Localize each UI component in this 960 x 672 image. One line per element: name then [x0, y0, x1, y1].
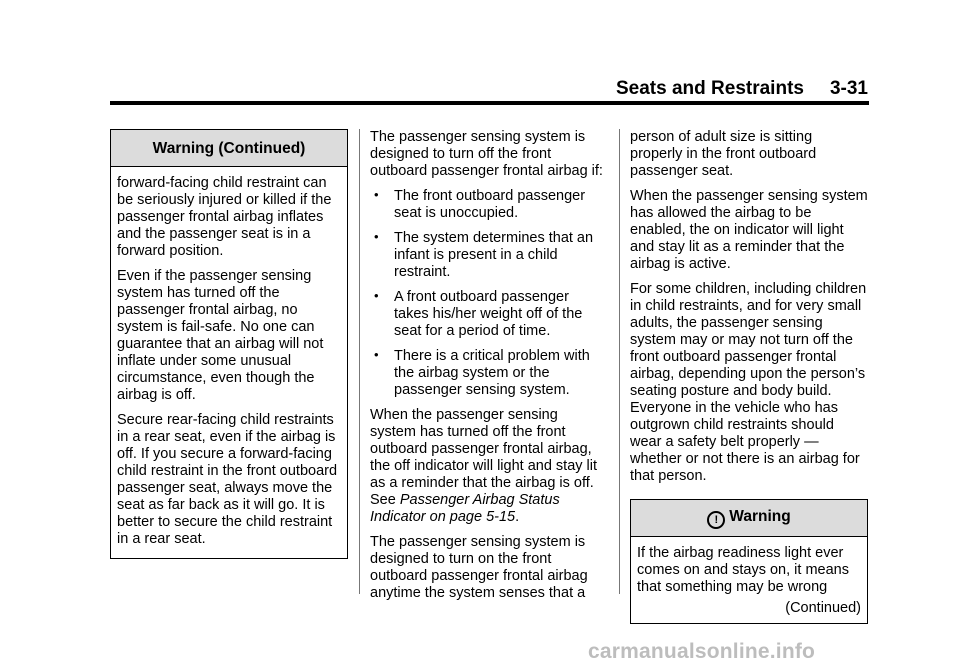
- paragraph: Even if the passenger sensing system has turned off the passenger frontal airbag, no system is fail-safe. No one can guarantee that an airbag will not inflate under some unusual circumstance, even though the airbag is off.: [117, 268, 324, 403]
- list-item: • A front outboard passenger takes his/her weight off of the seat for a period of time.: [374, 288, 583, 339]
- warning-title: Warning (Continued): [111, 130, 347, 167]
- page-header: [0, 78, 868, 100]
- paragraph: For some children, including children in child restraints, and for very small adults, the passenger sensing system may or may not turn off the front outboard passenger frontal airbag, depending upon the person’s seating posture and body build. Everyone in the vehicle who has outgrown child restraints should wear a safety belt properly — whether or not there is an airbag for that person.: [630, 281, 867, 484]
- paragraph: The passenger sensing system is designed to turn on the front outboard passenger frontal airbag anytime the system senses that a: [370, 534, 588, 601]
- continued-label: (Continued): [785, 600, 861, 616]
- bullet-icon: •: [374, 229, 379, 244]
- section-title: Seats and Restraints: [616, 78, 804, 99]
- bullet-icon: •: [374, 187, 379, 202]
- list-item: • There is a critical problem with the airbag system or the passenger sensing system.: [374, 347, 590, 398]
- warning-icon: !: [707, 511, 725, 529]
- bullet-list: [370, 188, 606, 399]
- paragraph: forward-facing child restraint can be seriously injured or killed if the passenger frontal airbag inflates and the passenger seat is in a forward position.: [117, 175, 332, 259]
- cross-reference-link[interactable]: Passenger Airbag Status Indicator on page 5-15: [370, 492, 560, 525]
- page-number: 3-31: [829, 78, 868, 99]
- watermark: carmanualsonline.info: [588, 640, 816, 663]
- warning-box: [630, 499, 868, 624]
- column-1: [110, 129, 348, 559]
- warning-body: [111, 167, 347, 558]
- paragraph: person of adult size is sitting properly in the front outboard passenger seat.: [630, 129, 817, 179]
- paragraph: If the airbag readiness light ever comes on and stays on, it means that something may be wrong: [637, 545, 849, 595]
- warning-title: ! Warning: [631, 500, 867, 537]
- header-rule: [110, 101, 869, 105]
- column-3: [630, 129, 868, 624]
- column-2: [370, 129, 606, 610]
- list-item: • The front outboard passenger seat is unoccupied.: [374, 187, 586, 221]
- bullet-icon: •: [374, 347, 379, 362]
- column-divider: [619, 129, 620, 594]
- paragraph: The passenger sensing system is designed to turn off the front outboard passenger frontal airbag if:: [370, 129, 603, 179]
- paragraph: Secure rear-facing child restraints in a rear seat, even if the airbag is off. If you secure a forward-facing child restraint in the front outboard passenger seat, always move the seat as far back as it will go. It is better to secure the child restraint in a rear seat.: [117, 412, 338, 547]
- list-item: • The system determines that an infant is present in a child restraint.: [374, 229, 594, 280]
- column-divider: [359, 129, 360, 594]
- warning-box-continued: [110, 129, 348, 559]
- paragraph: When the passenger sensing system has turned off the front outboard passenger frontal airbag, the off indicator will light and stay lit as a reminder that the airbag is off. See Passenger Airbag Status Indicator on page 5-15.: [370, 407, 598, 525]
- warning-body: [631, 537, 867, 623]
- paragraph: When the passenger sensing system has allowed the airbag to be enabled, the on indicator will light and stay lit as a reminder that the airbag is active.: [630, 188, 868, 272]
- bullet-icon: •: [374, 288, 379, 303]
